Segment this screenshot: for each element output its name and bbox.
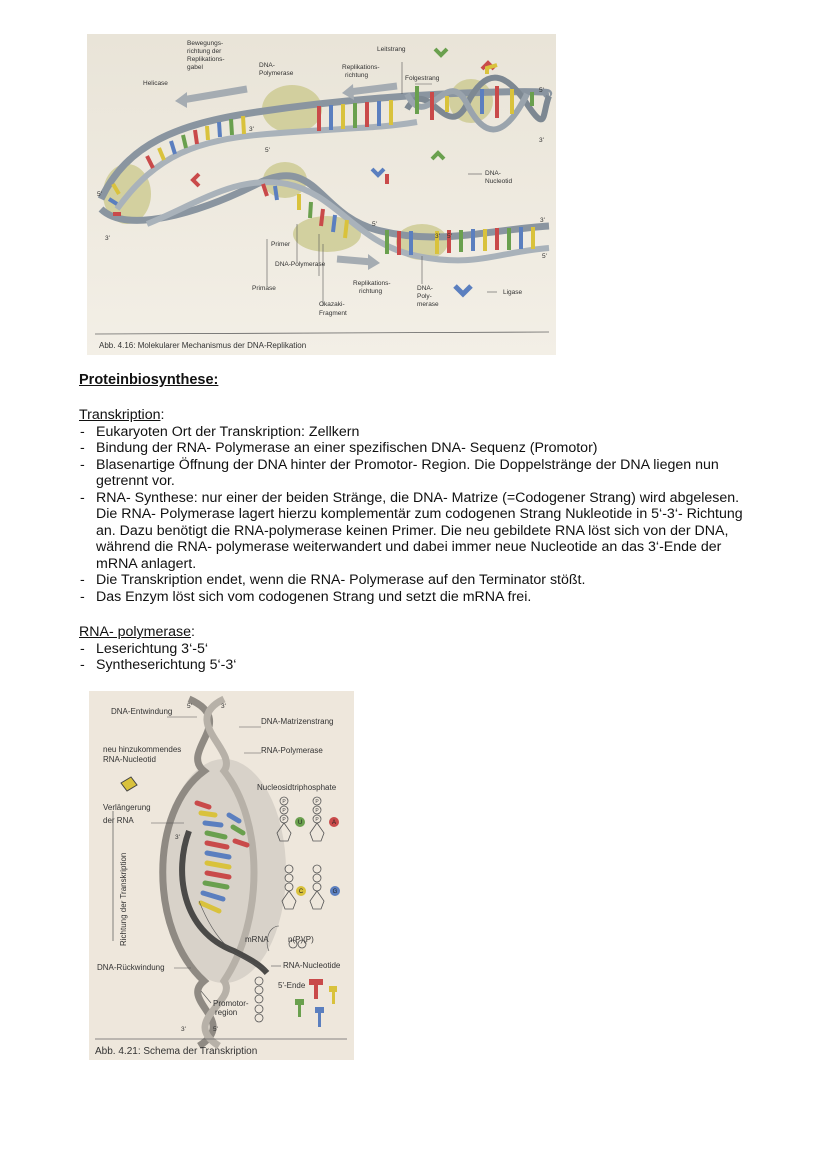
list-item: - Bindung der RNA- Polymerase an einer spezifischen DNA- Sequenz (Promotor)	[79, 440, 759, 457]
label-replication-direction-bottom-1: Replikations-	[353, 280, 391, 287]
list-item: - Blasenartige Öffnung der DNA hinter der Promotor- Region. Die Doppelstränge der DNA liegen nun getrennt vor.	[79, 457, 759, 490]
base-letter-g: G	[332, 889, 338, 895]
base-letter-a: A	[331, 820, 337, 826]
label-ligase: Ligase	[503, 289, 523, 296]
label-neu-hinzukommendes-2: RNA-Nucleotid	[103, 755, 156, 764]
label-5-prime-left: 5'	[97, 191, 102, 198]
label-dna-rueckwindung: DNA-Rückwindung	[97, 963, 165, 972]
label-5-prime-right-bottom: 5'	[542, 253, 547, 260]
list-item: - Syntheserichtung 5‘-3‘	[79, 657, 759, 674]
list-item: - Das Enzym löst sich vom codogenen Strang und setzt die mRNA frei.	[79, 589, 759, 606]
label-5-prime-upper: 5'	[265, 147, 270, 154]
label-replication-direction-top-1: Replikations-	[342, 64, 380, 71]
label-nucleosidtriphosphate: Nucleosidtriphosphate	[257, 783, 337, 792]
svg-text:P: P	[315, 808, 319, 814]
label-mrna: mRNA	[245, 935, 269, 944]
svg-text:P: P	[282, 808, 286, 814]
label-3-prime-lower: 3'	[435, 233, 440, 240]
rna-polymerase-title-suffix: :	[190, 624, 195, 640]
arrow-replication-bottom	[337, 259, 372, 262]
section-transkription	[79, 407, 759, 605]
label-dna-poly-merase-1: DNA-	[417, 285, 433, 292]
label-dna-matrizenstrang: DNA-Matrizenstrang	[261, 717, 334, 726]
label-dna-nucleotid-2: Nucleotid	[485, 178, 513, 185]
label-5-prime-right-top: 5'	[539, 87, 544, 94]
transkription-list	[79, 424, 759, 606]
label-rna-nucleotide: RNA-Nucleotide	[283, 961, 341, 970]
label-dna-polymerase-top-1: DNA-	[259, 62, 275, 69]
base-letter-u: U	[297, 820, 303, 826]
label-n-pp: n(P)(P)	[288, 935, 314, 944]
heading-proteinbiosynthese: Proteinbiosynthese:	[79, 372, 219, 388]
figure2-caption: Abb. 4.21: Schema der Transkription	[95, 1046, 258, 1057]
label-3-prime-right-top: 3'	[539, 137, 544, 144]
figure-dna-replication	[87, 34, 556, 355]
label-3-prime-left: 3'	[105, 235, 110, 242]
label-rna-polymerase: RNA-Polymerase	[261, 746, 323, 755]
svg-text:P: P	[315, 799, 319, 805]
label-5-prime-bottom: 5'	[213, 1026, 218, 1033]
label-replication-direction-top-2: richtung	[345, 72, 369, 79]
figure-transcription	[89, 691, 354, 1060]
label-folgestrang: Folgestrang	[405, 75, 440, 82]
label-dna-polymerase-top-2: Polymerase	[259, 70, 294, 77]
label-3-prime-top: 3'	[221, 703, 226, 710]
label-neu-hinzukommendes-1: neu hinzukommendes	[103, 745, 182, 754]
label-dna-entwindung: DNA-Entwindung	[111, 707, 173, 716]
label-fork-direction-4: gabel	[187, 64, 203, 71]
list-item: - RNA- Synthese: nur einer der beiden Stränge, die DNA- Matrize (=Codogener Strang) wird abgelesen. Die RNA- Polymerase lagert hierzu komplementär zum codogenen Strang Nukleotide in 5‘-3‘- Richtung an. Dazu benötigt die RNA-polymerase keinen Primer. Die neu gebildete RNA löst sich von der DNA, während die RNA- polymerase weiterwandert und dabei immer neue Nucleotide an das 3‘-Ende der mRNA anlagert.	[79, 490, 759, 573]
label-okazaki-2: Fragment	[319, 310, 347, 317]
transkription-title-suffix: :	[160, 407, 165, 423]
svg-text:P: P	[282, 799, 286, 805]
label-fork-direction-2: richtung der	[187, 48, 222, 55]
label-3-prime-bottom: 3'	[181, 1026, 186, 1033]
list-item: - Eukaryoten Ort der Transkription: Zellkern	[79, 424, 759, 441]
list-item: - Die Transkription endet, wenn die RNA- Polymerase auf den Terminator stößt.	[79, 572, 759, 589]
label-okazaki-1: Okazaki-	[319, 301, 345, 308]
label-3-prime-upper: 3'	[249, 126, 254, 133]
label-dna-nucleotid-1: DNA-	[485, 170, 501, 177]
label-richtung-transkription: Richtung der Transkription	[119, 852, 128, 946]
label-fork-direction-3: Replikations-	[187, 56, 225, 63]
rna-polymerase-title: RNA- polymerase	[79, 624, 191, 640]
section-rna-polymerase	[79, 624, 759, 674]
base-letter-c: C	[298, 889, 304, 895]
label-primase: Primase	[252, 285, 276, 292]
label-5-prime-top: 5'	[187, 703, 192, 710]
label-promotor-1: Promotor-	[213, 999, 249, 1008]
label-5-ende: 5'-Ende	[278, 981, 306, 990]
list-item: - Leserichtung 3‘-5‘	[79, 641, 759, 658]
label-dna-poly-merase-2: Poly-	[417, 293, 432, 300]
rna-polymerase-list	[79, 641, 759, 674]
label-dna-poly-merase-3: merase	[417, 301, 439, 308]
label-helicase: Helicase	[143, 80, 168, 87]
label-fork-direction-1: Bewegungs-	[187, 40, 224, 47]
label-promotor-2: region	[215, 1008, 238, 1017]
label-verlaengerung-2: der RNA	[103, 816, 134, 825]
label-dna-polymerase-mid: DNA-Polymerase	[275, 261, 326, 268]
svg-text:P: P	[315, 817, 319, 823]
label-3-prime-right-bottom: 3'	[540, 217, 545, 224]
svg-text:P: P	[282, 817, 286, 823]
transkription-title: Transkription	[79, 407, 161, 423]
label-replication-direction-bottom-2: richtung	[359, 288, 383, 295]
figure1-caption: Abb. 4.16: Molekularer Mechanismus der DNA-Replikation	[99, 341, 307, 350]
label-5-prime-lower: 5'	[372, 221, 377, 228]
label-3-prime-rna: 3'	[175, 834, 180, 841]
label-5-prime-lower-2: 5'	[447, 233, 452, 240]
label-primer: Primer	[271, 241, 291, 248]
label-leitstrang: Leitstrang	[377, 46, 406, 53]
label-verlaengerung-1: Verlängerung	[103, 803, 151, 812]
